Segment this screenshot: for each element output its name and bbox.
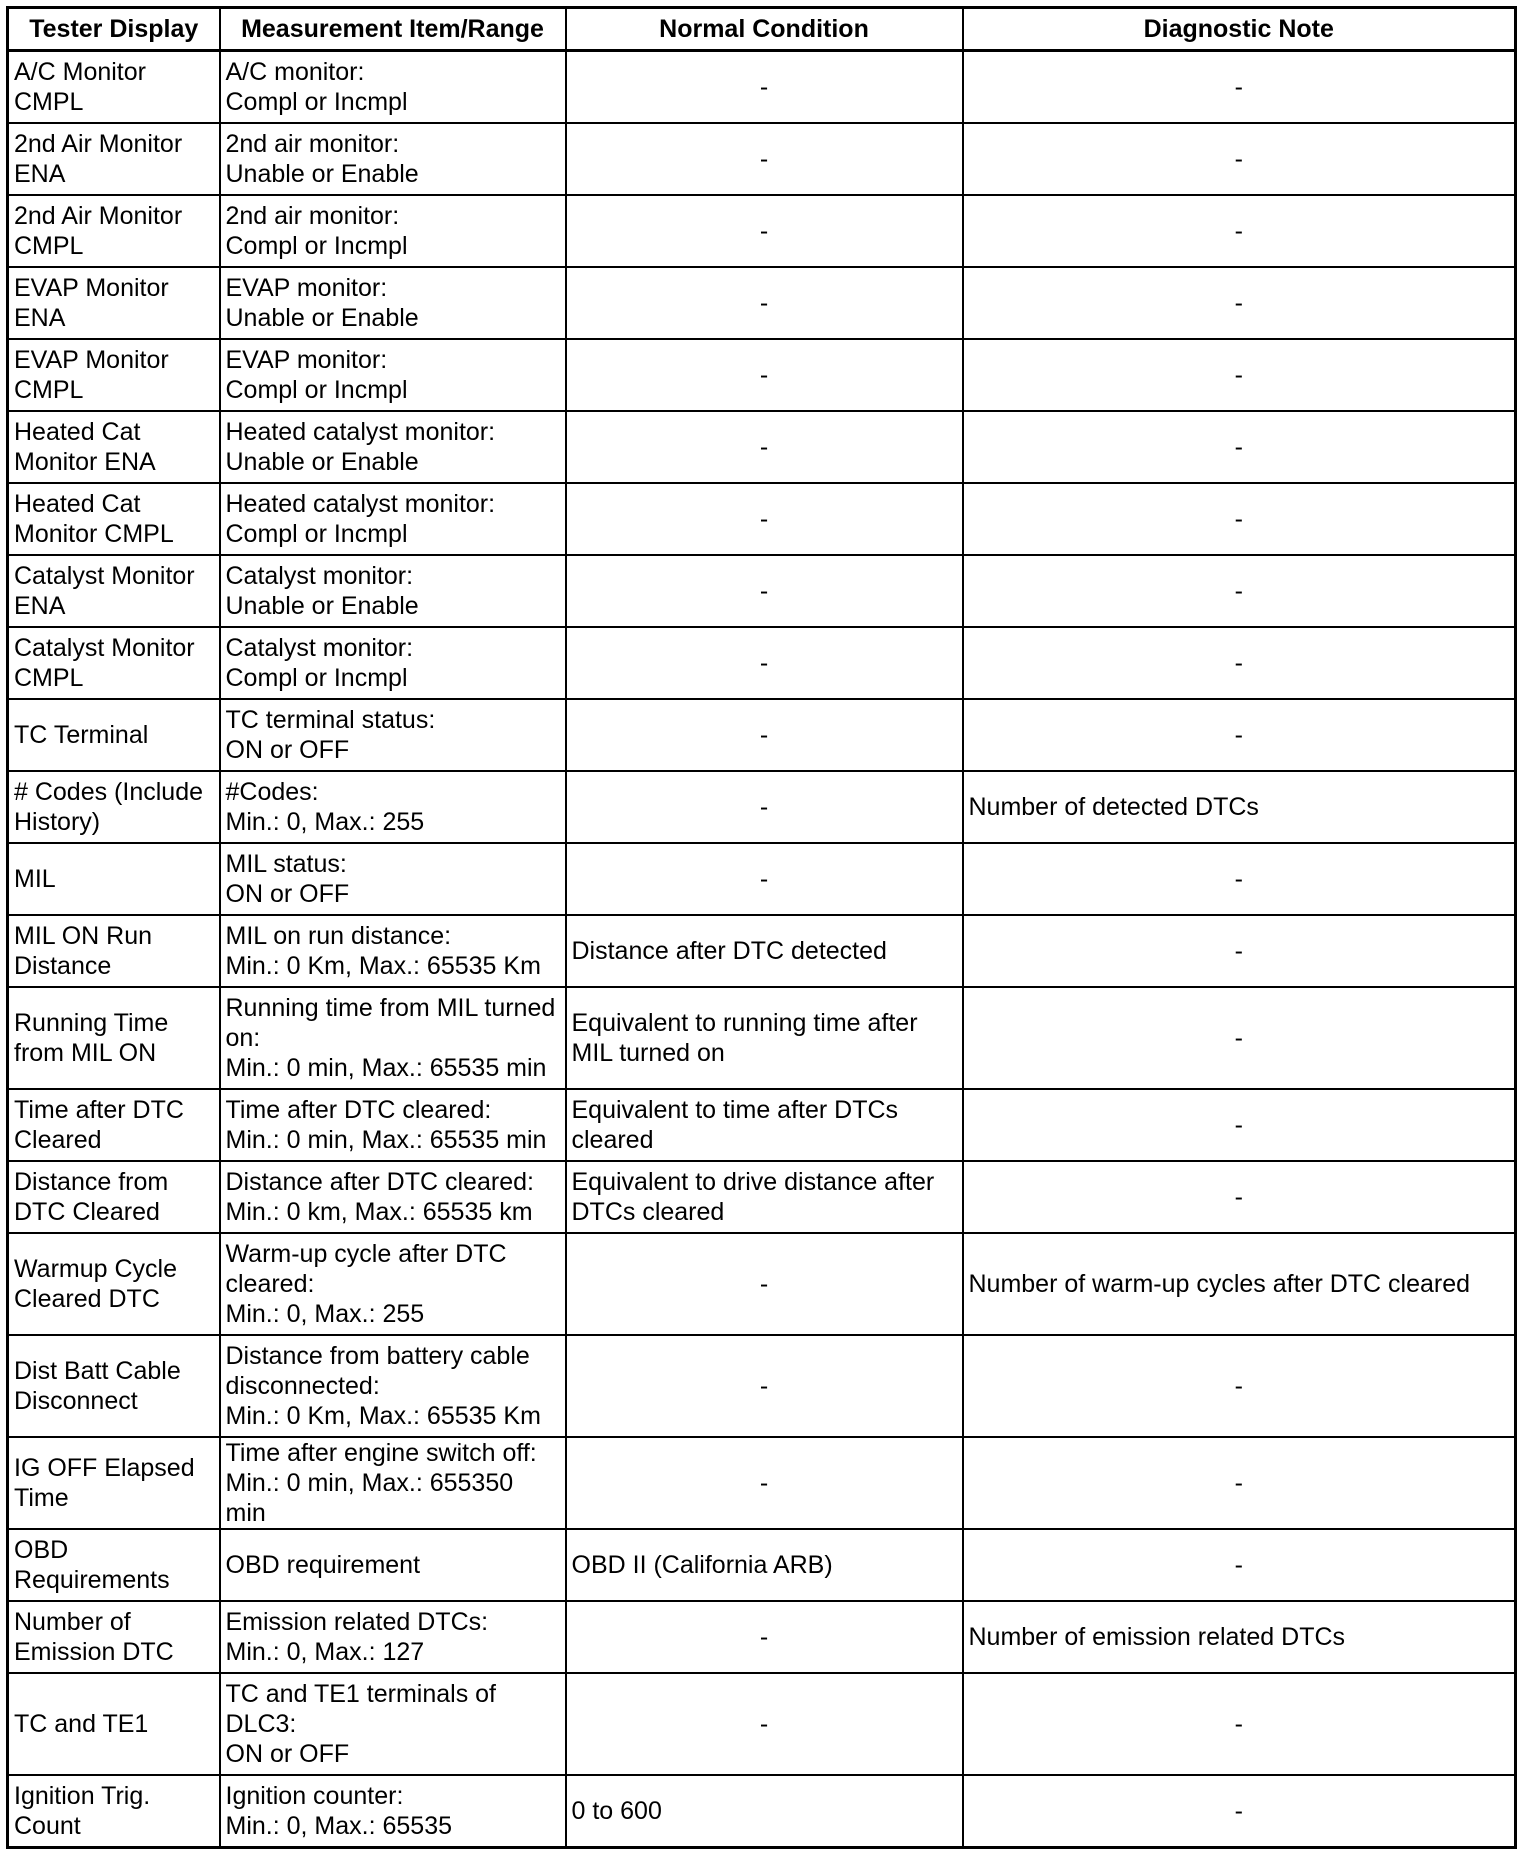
cell-normal-condition: Equivalent to drive distance after DTCs cleared: [566, 1161, 963, 1233]
table-row: [8, 915, 1516, 987]
cell-diagnostic-note: -: [963, 1335, 1516, 1437]
cell-measurement-range: Heated catalyst monitor: Compl or Incmpl: [220, 483, 566, 555]
cell-tester-display: TC Terminal: [8, 699, 220, 771]
cell-tester-display: Heated Cat Monitor ENA: [8, 411, 220, 483]
cell-measurement-range: TC and TE1 terminals of DLC3: ON or OFF: [220, 1673, 566, 1775]
cell-normal-condition: -: [566, 1601, 963, 1673]
cell-diagnostic-note: -: [963, 411, 1516, 483]
cell-tester-display: EVAP Monitor CMPL: [8, 339, 220, 411]
table-row: [8, 1673, 1516, 1775]
cell-diagnostic-note: -: [963, 1673, 1516, 1775]
cell-measurement-range: Running time from MIL turned on: Min.: 0 min, Max.: 65535 min: [220, 987, 566, 1089]
cell-diagnostic-note: -: [963, 987, 1516, 1089]
header-diagnostic-note: Diagnostic Note: [963, 8, 1516, 51]
cell-diagnostic-note: -: [963, 195, 1516, 267]
cell-measurement-range: Catalyst monitor: Unable or Enable: [220, 555, 566, 627]
cell-measurement-range: Catalyst monitor: Compl or Incmpl: [220, 627, 566, 699]
cell-normal-condition: -: [566, 699, 963, 771]
cell-tester-display: TC and TE1: [8, 1673, 220, 1775]
cell-normal-condition: -: [566, 1335, 963, 1437]
cell-measurement-range: Time after DTC cleared: Min.: 0 min, Max.: 65535 min: [220, 1089, 566, 1161]
cell-normal-condition: -: [566, 339, 963, 411]
cell-normal-condition: -: [566, 1233, 963, 1335]
cell-diagnostic-note: -: [963, 555, 1516, 627]
cell-tester-display: A/C Monitor CMPL: [8, 51, 220, 124]
header-tester-display: Tester Display: [8, 8, 220, 51]
header-measurement-range: Measurement Item/Range: [220, 8, 566, 51]
table-row: [8, 555, 1516, 627]
cell-diagnostic-note: -: [963, 1437, 1516, 1529]
cell-normal-condition: -: [566, 51, 963, 124]
cell-tester-display: Dist Batt Cable Disconnect: [8, 1335, 220, 1437]
table-row: [8, 483, 1516, 555]
cell-measurement-range: Time after engine switch off: Min.: 0 min, Max.: 655350 min: [220, 1437, 566, 1529]
cell-measurement-range: Distance from battery cable disconnected: Min.: 0 Km, Max.: 65535 Km: [220, 1335, 566, 1437]
table-row: [8, 1089, 1516, 1161]
cell-tester-display: MIL: [8, 843, 220, 915]
cell-diagnostic-note: -: [963, 483, 1516, 555]
cell-measurement-range: OBD requirement: [220, 1529, 566, 1601]
cell-tester-display: Catalyst Monitor CMPL: [8, 627, 220, 699]
cell-diagnostic-note: Number of emission related DTCs: [963, 1601, 1516, 1673]
cell-tester-display: Catalyst Monitor ENA: [8, 555, 220, 627]
table-row: [8, 195, 1516, 267]
cell-normal-condition: -: [566, 123, 963, 195]
data-list-table: [6, 6, 1517, 1849]
cell-diagnostic-note: -: [963, 915, 1516, 987]
table-row: [8, 627, 1516, 699]
header-normal-condition: Normal Condition: [566, 8, 963, 51]
cell-diagnostic-note: -: [963, 699, 1516, 771]
cell-normal-condition: Equivalent to time after DTCs cleared: [566, 1089, 963, 1161]
cell-diagnostic-note: -: [963, 339, 1516, 411]
cell-tester-display: EVAP Monitor ENA: [8, 267, 220, 339]
cell-tester-display: Warmup Cycle Cleared DTC: [8, 1233, 220, 1335]
cell-tester-display: Time after DTC Cleared: [8, 1089, 220, 1161]
cell-measurement-range: EVAP monitor: Unable or Enable: [220, 267, 566, 339]
cell-diagnostic-note: Number of warm-up cycles after DTC cleared: [963, 1233, 1516, 1335]
data-list-sheet: [6, 6, 1514, 1849]
table-row: [8, 1529, 1516, 1601]
cell-measurement-range: Heated catalyst monitor: Unable or Enable: [220, 411, 566, 483]
table-row: [8, 699, 1516, 771]
cell-normal-condition: -: [566, 1673, 963, 1775]
cell-normal-condition: -: [566, 771, 963, 843]
table-row: [8, 267, 1516, 339]
table-row: [8, 1437, 1516, 1529]
cell-measurement-range: Emission related DTCs: Min.: 0, Max.: 127: [220, 1601, 566, 1673]
table-row: [8, 771, 1516, 843]
cell-normal-condition: OBD II (California ARB): [566, 1529, 963, 1601]
table-row: [8, 843, 1516, 915]
cell-tester-display: OBD Requirements: [8, 1529, 220, 1601]
cell-tester-display: 2nd Air Monitor ENA: [8, 123, 220, 195]
cell-tester-display: # Codes (Include History): [8, 771, 220, 843]
header-row: [8, 8, 1516, 51]
table-row: [8, 1601, 1516, 1673]
table-row: [8, 411, 1516, 483]
cell-diagnostic-note: -: [963, 1161, 1516, 1233]
table-row: [8, 339, 1516, 411]
cell-diagnostic-note: -: [963, 843, 1516, 915]
cell-normal-condition: -: [566, 267, 963, 339]
cell-normal-condition: Distance after DTC detected: [566, 915, 963, 987]
cell-measurement-range: A/C monitor: Compl or Incmpl: [220, 51, 566, 124]
cell-normal-condition: -: [566, 411, 963, 483]
cell-normal-condition: -: [566, 843, 963, 915]
cell-normal-condition: -: [566, 195, 963, 267]
cell-normal-condition: -: [566, 483, 963, 555]
cell-tester-display: MIL ON Run Distance: [8, 915, 220, 987]
table-row: [8, 1775, 1516, 1848]
cell-diagnostic-note: -: [963, 123, 1516, 195]
table-row: [8, 1335, 1516, 1437]
cell-measurement-range: MIL on run distance: Min.: 0 Km, Max.: 65535 Km: [220, 915, 566, 987]
cell-diagnostic-note: -: [963, 1775, 1516, 1848]
cell-tester-display: Running Time from MIL ON: [8, 987, 220, 1089]
cell-measurement-range: MIL status: ON or OFF: [220, 843, 566, 915]
cell-normal-condition: -: [566, 555, 963, 627]
cell-diagnostic-note: Number of detected DTCs: [963, 771, 1516, 843]
cell-measurement-range: Distance after DTC cleared: Min.: 0 km, Max.: 65535 km: [220, 1161, 566, 1233]
cell-normal-condition: Equivalent to running time after MIL turned on: [566, 987, 963, 1089]
cell-diagnostic-note: -: [963, 1529, 1516, 1601]
cell-diagnostic-note: -: [963, 267, 1516, 339]
cell-tester-display: Number of Emission DTC: [8, 1601, 220, 1673]
cell-measurement-range: Warm-up cycle after DTC cleared: Min.: 0, Max.: 255: [220, 1233, 566, 1335]
table-row: [8, 123, 1516, 195]
cell-tester-display: IG OFF Elapsed Time: [8, 1437, 220, 1529]
cell-normal-condition: -: [566, 627, 963, 699]
cell-measurement-range: EVAP monitor: Compl or Incmpl: [220, 339, 566, 411]
table-row: [8, 1161, 1516, 1233]
cell-tester-display: 2nd Air Monitor CMPL: [8, 195, 220, 267]
cell-diagnostic-note: -: [963, 51, 1516, 124]
cell-normal-condition: -: [566, 1437, 963, 1529]
cell-normal-condition: 0 to 600: [566, 1775, 963, 1848]
cell-tester-display: Ignition Trig. Count: [8, 1775, 220, 1848]
cell-diagnostic-note: -: [963, 627, 1516, 699]
table-row: [8, 51, 1516, 124]
cell-measurement-range: Ignition counter: Min.: 0, Max.: 65535: [220, 1775, 566, 1848]
table-row: [8, 987, 1516, 1089]
cell-measurement-range: 2nd air monitor: Compl or Incmpl: [220, 195, 566, 267]
cell-diagnostic-note: -: [963, 1089, 1516, 1161]
cell-measurement-range: TC terminal status: ON or OFF: [220, 699, 566, 771]
cell-tester-display: Distance from DTC Cleared: [8, 1161, 220, 1233]
cell-measurement-range: #Codes: Min.: 0, Max.: 255: [220, 771, 566, 843]
cell-tester-display: Heated Cat Monitor CMPL: [8, 483, 220, 555]
table-row: [8, 1233, 1516, 1335]
cell-measurement-range: 2nd air monitor: Unable or Enable: [220, 123, 566, 195]
